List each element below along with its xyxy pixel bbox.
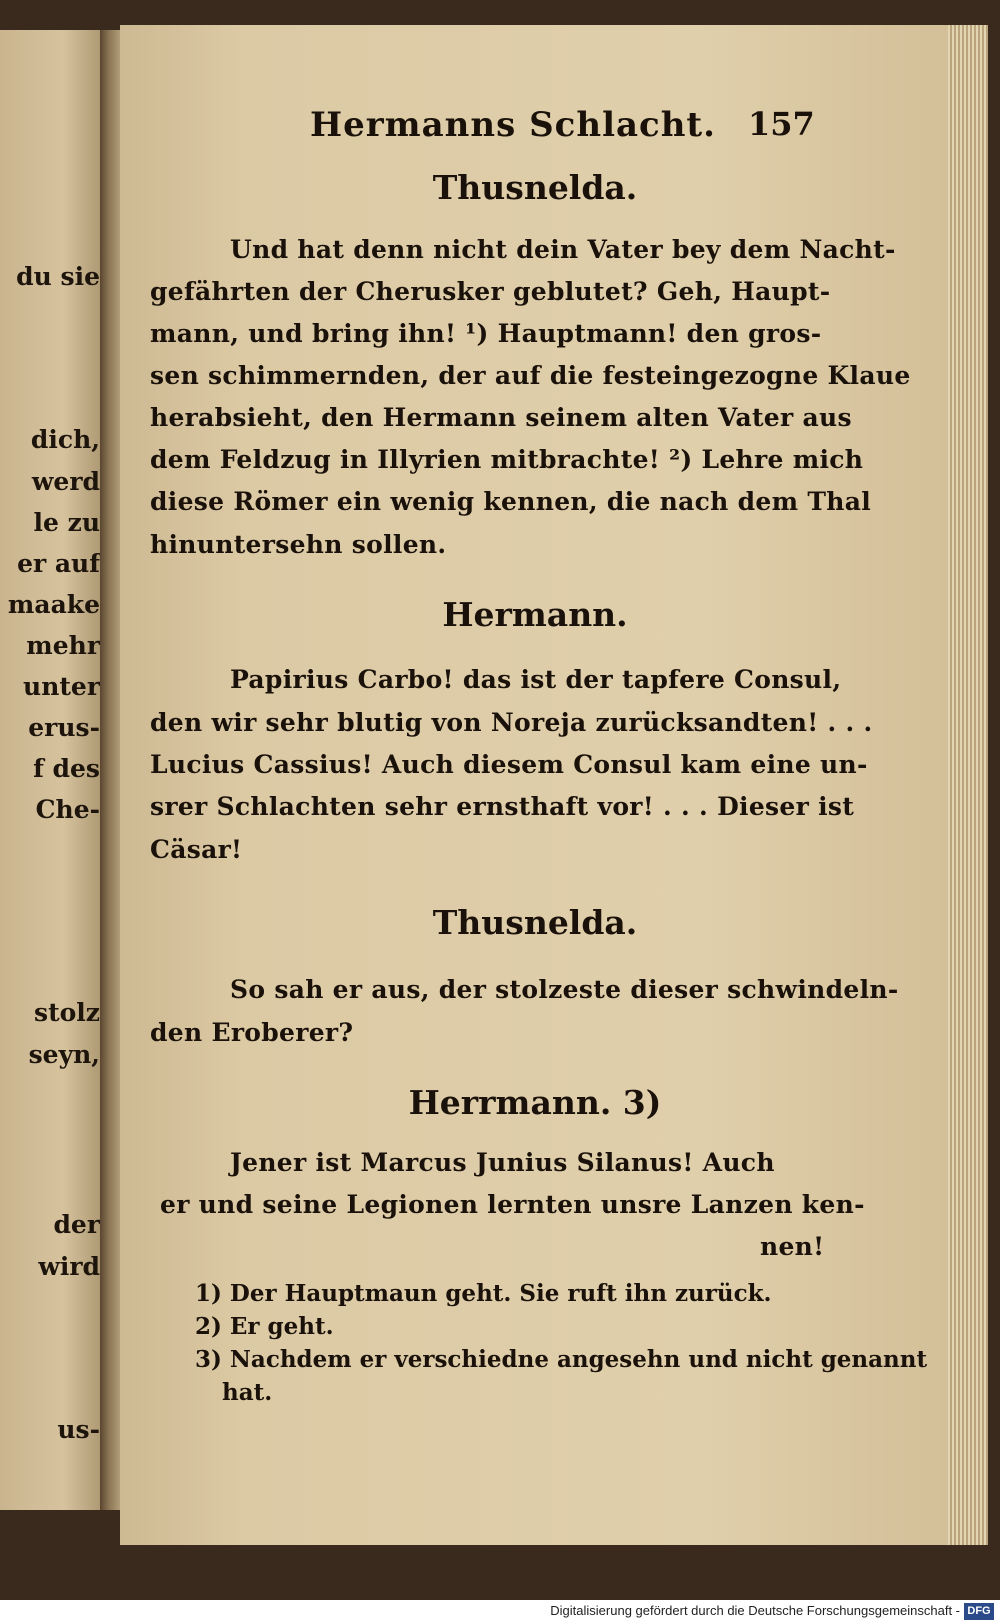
speaker-heading: Thusnelda.: [432, 168, 638, 207]
left-fragment: stolz: [34, 998, 100, 1027]
footnote: 3) Nachdem er verschiedne angesehn und nicht genannt: [195, 1346, 928, 1373]
footnote: hat.: [222, 1379, 273, 1406]
left-fragment: wird: [38, 1252, 100, 1281]
left-fragment: Che-: [35, 795, 100, 824]
left-fragment: le zu: [33, 508, 100, 537]
text-line: den Eroberer?: [150, 1018, 354, 1047]
left-fragment: dich,: [30, 425, 100, 454]
left-fragment: erus-: [28, 713, 100, 742]
text-line: Cäsar!: [150, 835, 243, 864]
left-fragment: us-: [57, 1415, 100, 1444]
left-fragment: mehr: [26, 631, 100, 660]
text-line: srer Schlachten sehr ernsthaft vor! . . . Dieser ist: [150, 792, 855, 821]
page-edge: [948, 25, 988, 1545]
text-line: dem Feldzug in Illyrien mitbrachte! ²) Lehre mich: [150, 445, 864, 474]
left-fragment: seyn,: [28, 1040, 100, 1069]
left-fragment: unter: [23, 672, 100, 701]
text-line: Jener ist Marcus Junius Silanus! Auch: [230, 1148, 775, 1177]
left-fragment: er auf: [17, 549, 100, 578]
text-line: er und seine Legionen lernten unsre Lanzen ken-: [160, 1190, 865, 1219]
text-line: diese Römer ein wenig kennen, die nach dem Thal: [150, 487, 872, 516]
text-line: hinuntersehn sollen.: [150, 530, 447, 559]
left-page: [0, 30, 106, 1510]
footer-credit: Digitalisierung gefördert durch die Deutsche Forschungsgemeinschaft -: [550, 1603, 960, 1618]
footnote: 1) Der Hauptmaun geht. Sie ruft ihn zurück.: [195, 1280, 772, 1307]
text-line: herabsieht, den Hermann seinem alten Vater aus: [150, 403, 852, 432]
footnote: 2) Er geht.: [195, 1313, 334, 1340]
text-line: So sah er aus, der stolzeste dieser schwindeln-: [230, 975, 899, 1004]
text-line: sen schimmernden, der auf die festeingezogne Klaue: [150, 361, 911, 390]
left-fragment: du sie: [16, 262, 100, 291]
text-line: Papirius Carbo! das ist der tapfere Consul,: [230, 665, 842, 694]
text-line: den wir sehr blutig von Noreja zurücksandten! . . .: [150, 708, 873, 737]
left-fragment: der: [53, 1210, 100, 1239]
dfg-logo: DFG: [964, 1603, 994, 1620]
left-fragment: werd: [31, 467, 100, 496]
text-line: nen!: [760, 1232, 825, 1261]
text-line: mann, und bring ihn! ¹) Hauptmann! den gros-: [150, 319, 822, 348]
left-fragment: f des: [33, 754, 100, 783]
speaker-heading: Thusnelda.: [432, 903, 638, 942]
book-gutter: [100, 30, 122, 1510]
running-header: Hermanns Schlacht.: [310, 105, 716, 145]
text-line: Lucius Cassius! Auch diesem Consul kam eine un-: [150, 750, 868, 779]
page-number: 157: [748, 105, 815, 143]
text-line: gefährten der Cherusker geblutet? Geh, Haupt-: [150, 277, 831, 306]
footer-bar: [0, 1600, 1000, 1624]
speaker-heading: Hermann.: [442, 595, 628, 634]
text-line: Und hat denn nicht dein Vater bey dem Nacht-: [230, 235, 896, 264]
speaker-heading: Herrmann. 3): [408, 1083, 662, 1122]
left-fragment: maake: [7, 590, 100, 619]
